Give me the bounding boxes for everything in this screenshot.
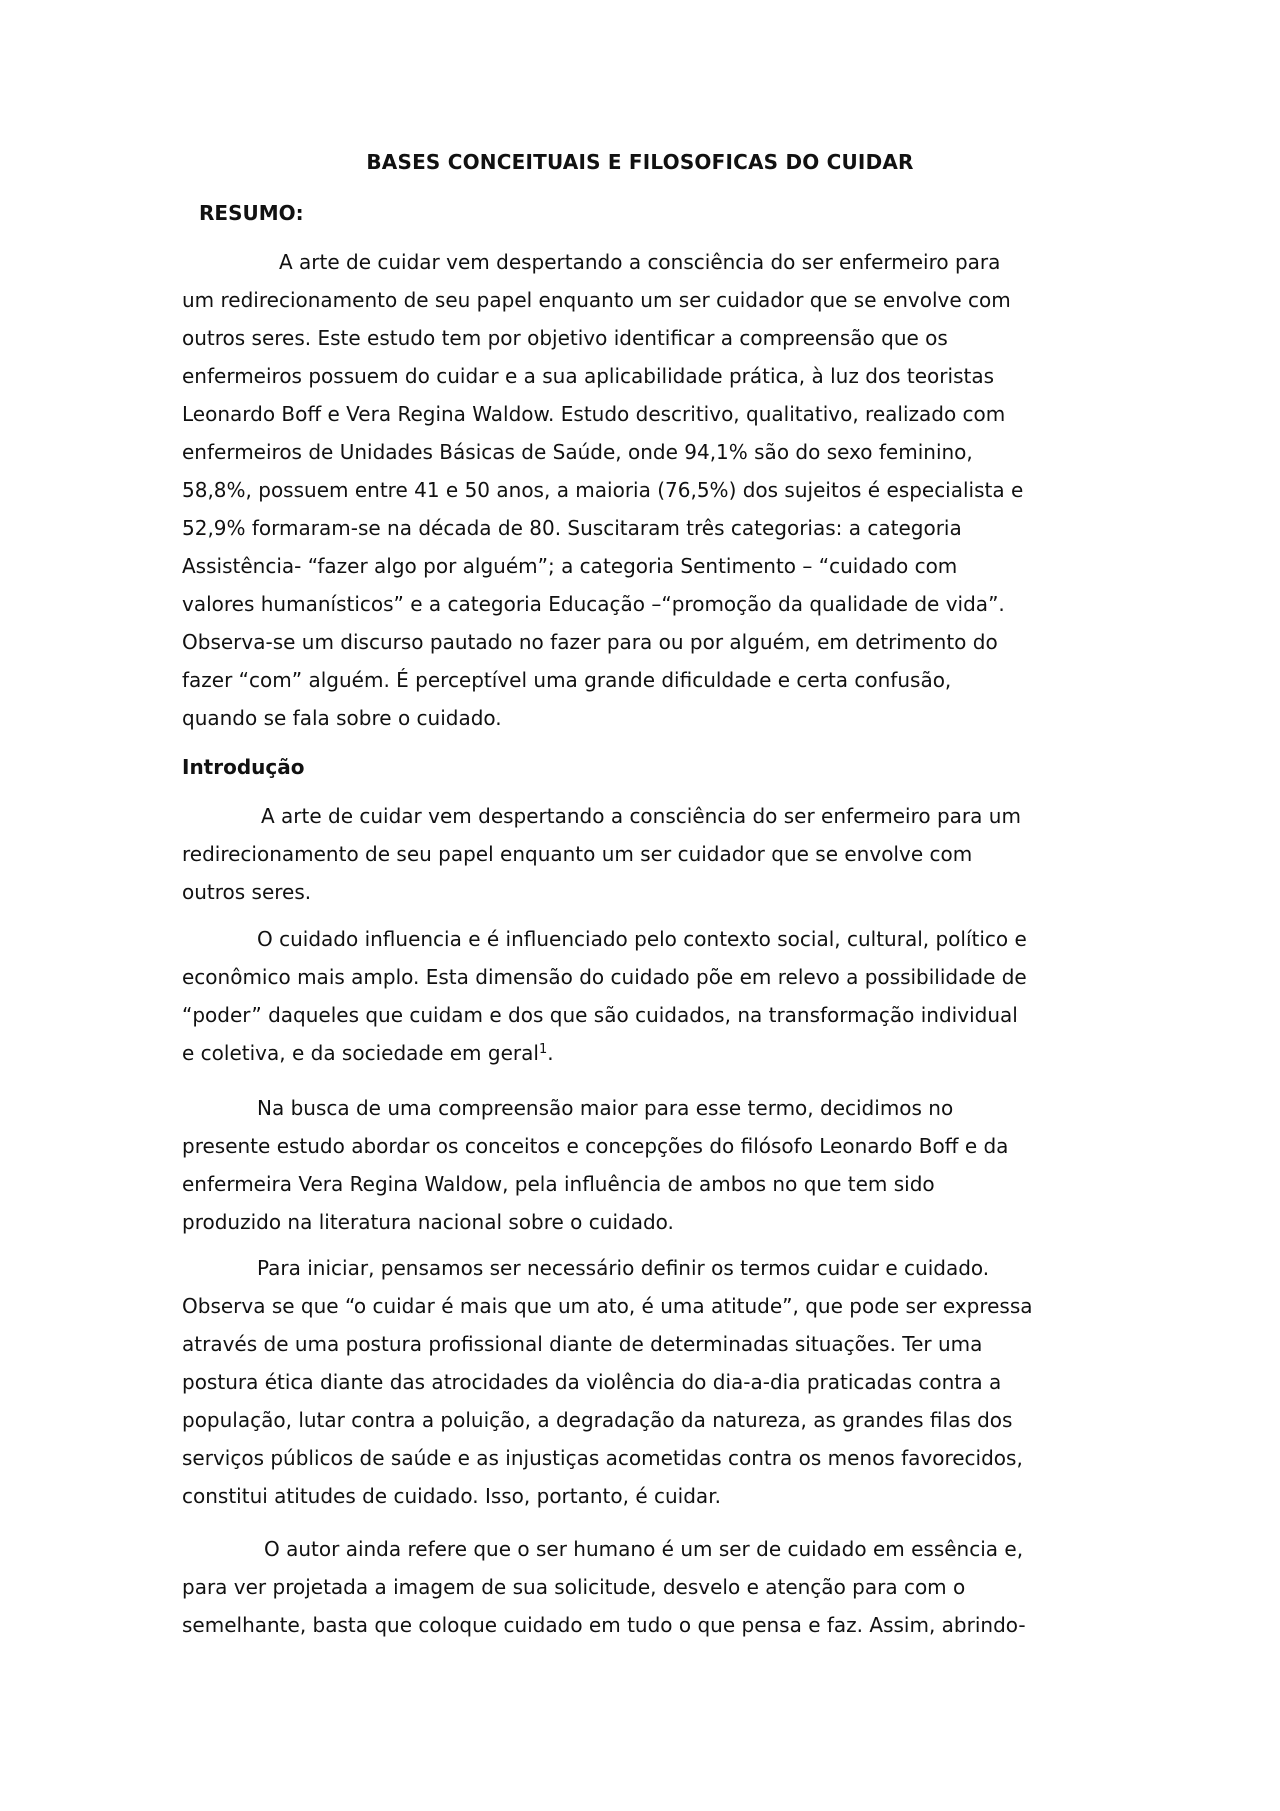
intro-line: O cuidado influencia e é influenciado pelo contexto social, cultural, político e xyxy=(257,927,1027,951)
intro-line: Na busca de uma compreensão maior para esse termo, decidimos no xyxy=(257,1096,954,1120)
intro-paragraph-1 xyxy=(182,797,1102,911)
resumo-line: enfermeiros de Unidades Básicas de Saúde, onde 94,1% são do sexo feminino, xyxy=(182,440,973,464)
intro-line-end: . xyxy=(547,1041,554,1065)
intro-paragraph-2 xyxy=(182,920,1102,1072)
intro-line: produzido na literatura nacional sobre o cuidado. xyxy=(182,1210,674,1234)
intro-line: enfermeira Vera Regina Waldow, pela influência de ambos no que tem sido xyxy=(182,1172,935,1196)
resumo-line: Assistência- “fazer algo por alguém”; a categoria Sentimento – “cuidado com xyxy=(182,554,958,578)
intro-line: Observa se que “o cuidar é mais que um ato, é uma atitude”, que pode ser expressa xyxy=(182,1294,1033,1318)
resumo-line: quando se fala sobre o cuidado. xyxy=(182,706,502,730)
resumo-line: A arte de cuidar vem despertando a consciência do ser enfermeiro para xyxy=(279,250,1001,274)
intro-line-with-footnote xyxy=(182,1034,1102,1072)
intro-line: redirecionamento de seu papel enquanto um ser cuidador que se envolve com xyxy=(182,842,973,866)
intro-line: A arte de cuidar vem despertando a consciência do ser enfermeiro para um xyxy=(261,804,1021,828)
intro-line: outros seres. xyxy=(182,880,312,904)
intro-line: semelhante, basta que coloque cuidado em tudo o que pensa e faz. Assim, abrindo- xyxy=(182,1613,1026,1637)
resumo-line: outros seres. Este estudo tem por objetivo identificar a compreensão que os xyxy=(182,326,948,350)
intro-line: para ver projetada a imagem de sua solicitude, desvelo e atenção para com o xyxy=(182,1575,966,1599)
resumo-line: valores humanísticos” e a categoria Educação –“promoção da qualidade de vida”. xyxy=(182,592,1005,616)
resumo-paragraph xyxy=(182,243,1102,737)
introducao-heading: Introdução xyxy=(182,755,305,779)
resumo-line: enfermeiros possuem do cuidar e a sua aplicabilidade prática, à luz dos teoristas xyxy=(182,364,995,388)
intro-line: Para iniciar, pensamos ser necessário definir os termos cuidar e cuidado. xyxy=(257,1256,990,1280)
footnote-reference: 1 xyxy=(538,1042,548,1057)
resumo-line: 58,8%, possuem entre 41 e 50 anos, a maioria (76,5%) dos sujeitos é especialista e xyxy=(182,478,1024,502)
intro-line: através de uma postura profissional diante de determinadas situações. Ter uma xyxy=(182,1332,983,1356)
resumo-line: Leonardo Boff e Vera Regina Waldow. Estudo descritivo, qualitativo, realizado com xyxy=(182,402,1006,426)
resumo-line: fazer “com” alguém. É perceptível uma grande dificuldade e certa confusão, xyxy=(182,668,952,692)
intro-line: presente estudo abordar os conceitos e concepções do filósofo Leonardo Boff e da xyxy=(182,1134,1009,1158)
intro-line: serviços públicos de saúde e as injustiças acometidas contra os menos favorecidos, xyxy=(182,1446,1023,1470)
intro-line-text: e coletiva, e da sociedade em geral xyxy=(182,1041,539,1065)
intro-line: econômico mais amplo. Esta dimensão do cuidado põe em relevo a possibilidade de xyxy=(182,965,1027,989)
intro-line: constitui atitudes de cuidado. Isso, portanto, é cuidar. xyxy=(182,1484,721,1508)
intro-paragraph-3 xyxy=(182,1089,1102,1241)
intro-paragraph-5 xyxy=(182,1530,1102,1644)
intro-line: postura ética diante das atrocidades da violência do dia-a-dia praticadas contra a xyxy=(182,1370,1002,1394)
intro-line: “poder” daqueles que cuidam e dos que são cuidados, na transformação individual xyxy=(182,1003,1018,1027)
intro-line: O autor ainda refere que o ser humano é um ser de cuidado em essência e, xyxy=(264,1537,1024,1561)
resumo-line: um redirecionamento de seu papel enquanto um ser cuidador que se envolve com xyxy=(182,288,1011,312)
intro-line: população, lutar contra a poluição, a degradação da natureza, as grandes filas dos xyxy=(182,1408,1013,1432)
resumo-heading: RESUMO: xyxy=(199,201,304,225)
document-title: BASES CONCEITUAIS E FILOSOFICAS DO CUIDAR xyxy=(366,150,914,174)
resumo-line: Observa-se um discurso pautado no fazer para ou por alguém, em detrimento do xyxy=(182,630,998,654)
resumo-line: 52,9% formaram-se na década de 80. Suscitaram três categorias: a categoria xyxy=(182,516,962,540)
intro-paragraph-4 xyxy=(182,1249,1102,1515)
